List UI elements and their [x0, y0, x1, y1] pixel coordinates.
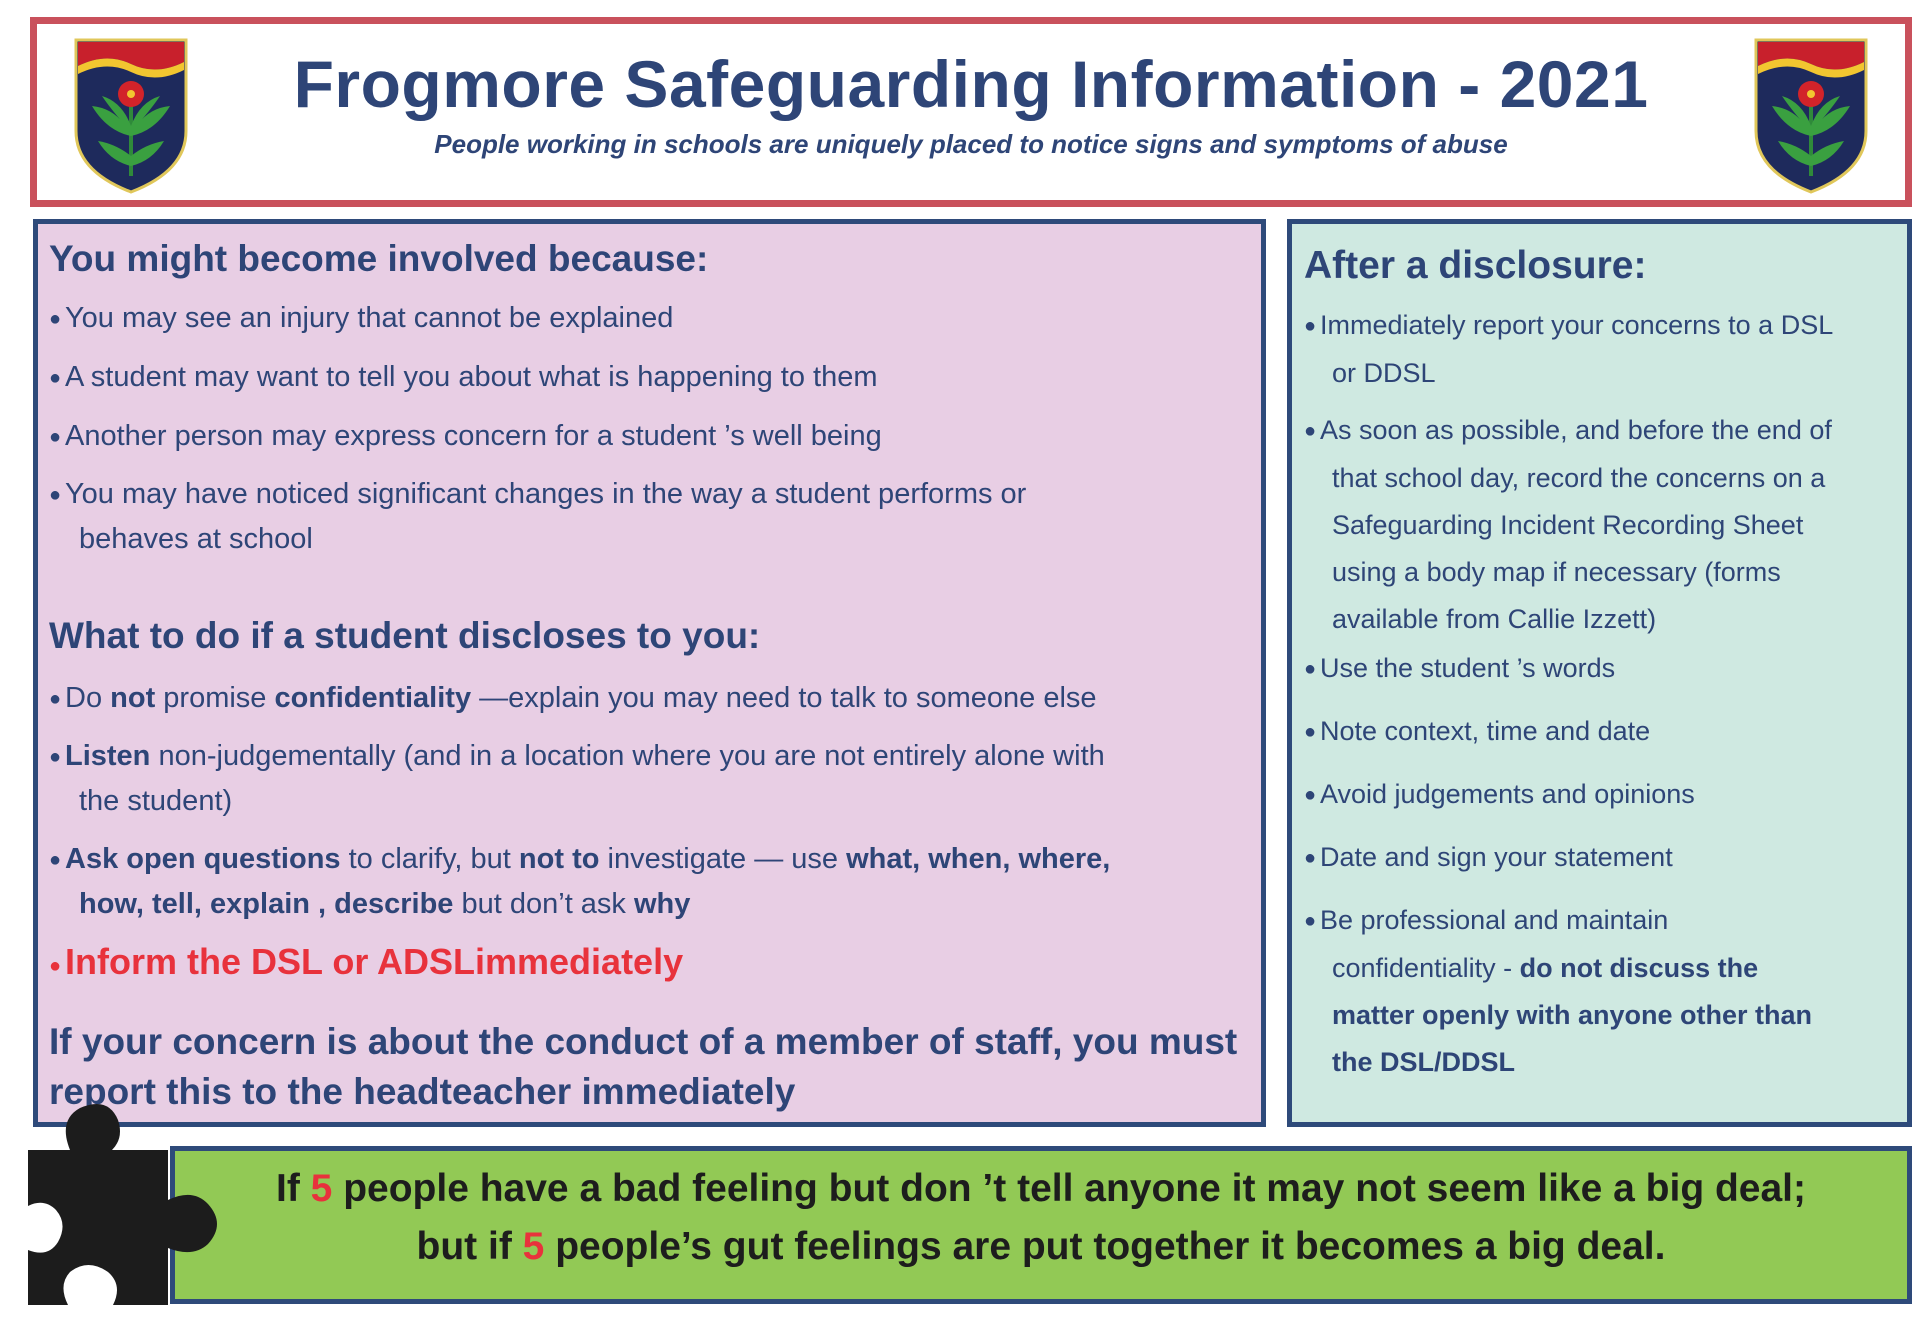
- involved-heading: You might become involved because:: [49, 238, 709, 279]
- disclosure-heading: What to do if a student discloses to you:: [49, 615, 761, 656]
- list-item: ● As soon as possible, and before the end of that school day, record the concerns on a Safeguarding Incident Recording Sheet using a body map if necessary (forms available from Callie Izzett): [1304, 415, 1832, 635]
- list-item: ● A student may want to tell you about what is happening to them: [49, 361, 878, 393]
- list-item: ● Ask open questions to clarify, but not to investigate — use what, when, where, how, tell, explain , describe but don’t ask why: [49, 843, 1111, 921]
- after-disclosure-heading: After a disclosure:: [1304, 244, 1647, 287]
- list-item: ● You may have noticed significant changes in the way a student performs or behaves at school: [49, 478, 1027, 556]
- header-box: [30, 17, 1912, 207]
- gut-feeling-banner: [170, 1146, 1912, 1304]
- school-crest-icon: [1752, 36, 1870, 196]
- list-item: ● Be professional and maintain confidentiality - do not discuss the matter openly with anyone other than the DSL/DDSL: [1304, 905, 1813, 1078]
- page-subtitle: People working in schools are uniquely placed to notice signs and symptoms of abuse: [434, 129, 1508, 159]
- inform-dsl-text: Inform the DSL or ADSLimmediately: [65, 941, 684, 982]
- list-item: ● Another person may express concern for a student ’s well being: [49, 420, 882, 452]
- after-disclosure-panel: [1287, 219, 1912, 1127]
- banner-line-2: but if 5 people’s gut feelings are put together it becomes a big deal.: [416, 1225, 1666, 1268]
- list-item: ● Date and sign your statement: [1304, 842, 1673, 872]
- list-item: ● Note context, time and date: [1304, 716, 1651, 746]
- list-item: ● Listen non-judgementally (and in a location where you are not entirely alone with the student): [49, 740, 1105, 818]
- list-item: ● You may see an injury that cannot be explained: [49, 302, 674, 334]
- list-item: ● Inform the DSL or ADSLimmediately: [49, 941, 684, 982]
- staff-concern-note: If your concern is about the conduct of a member of staff, you must report this to the headteacher immediately: [49, 1021, 1238, 1112]
- involvement-panel: [33, 219, 1266, 1127]
- list-item: ● Immediately report your concerns to a DSL or DDSL: [1304, 310, 1834, 389]
- list-item: ● Do not promise confidentiality —explain you may need to talk to someone else: [49, 682, 1097, 714]
- page-title: Frogmore Safeguarding Information - 2021: [293, 47, 1649, 121]
- list-item: ● Avoid judgements and opinions: [1304, 779, 1695, 809]
- banner-line-1: If 5 people have a bad feeling but don ’t tell anyone it may not seem like a big deal;: [275, 1167, 1806, 1210]
- list-item: ● Use the student ’s words: [1304, 653, 1616, 683]
- puzzle-piece-icon: [8, 1100, 228, 1315]
